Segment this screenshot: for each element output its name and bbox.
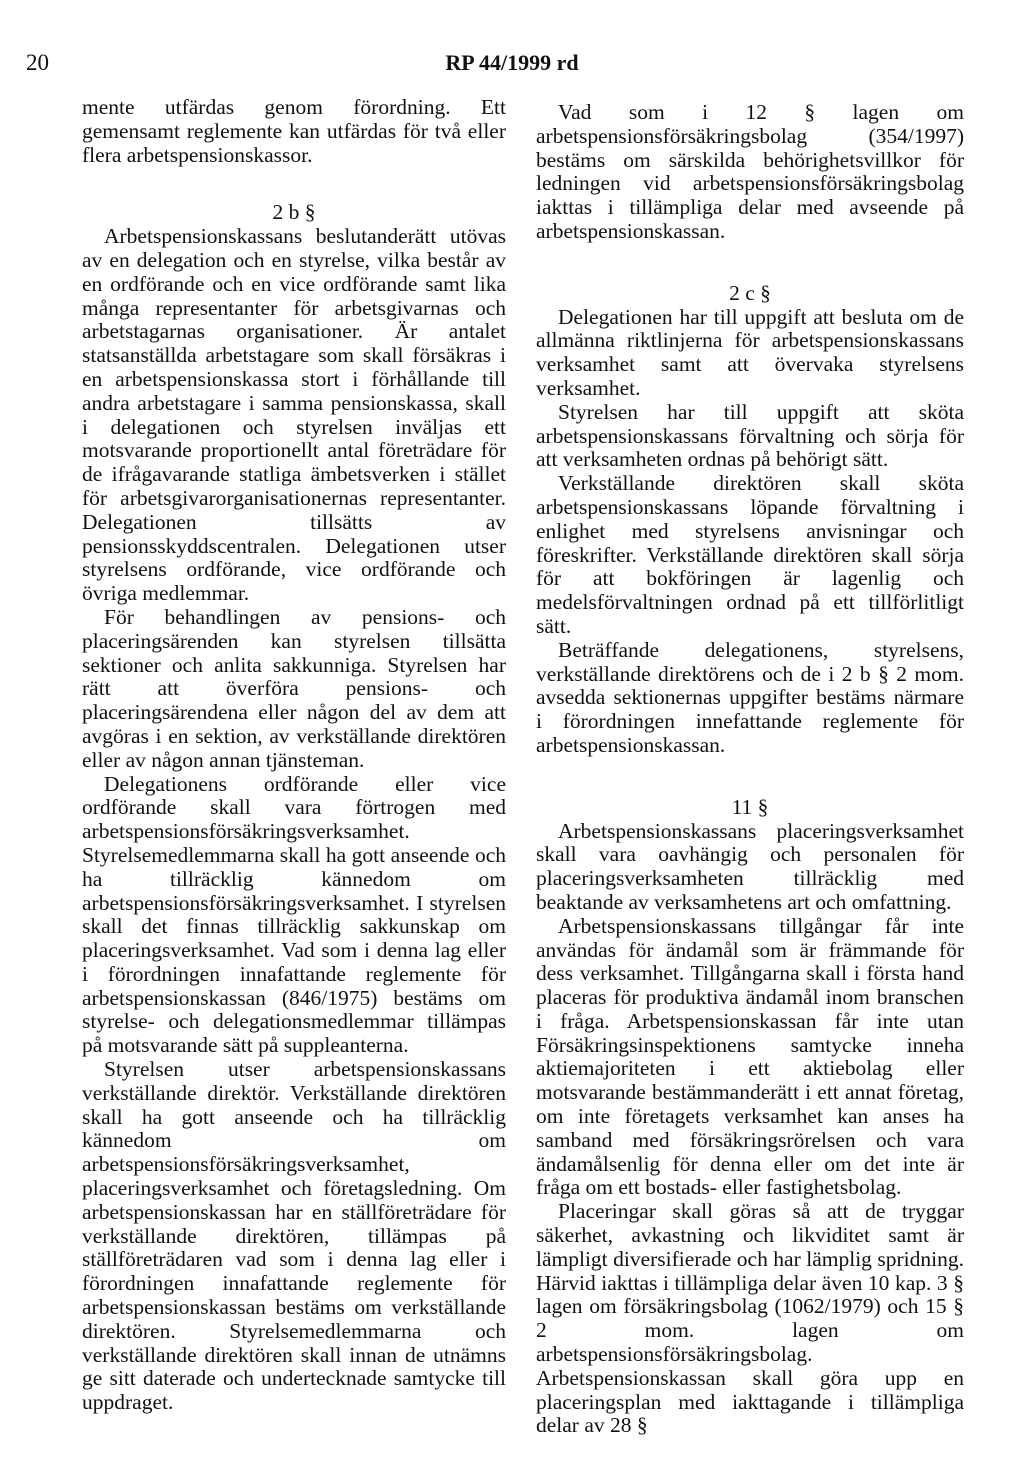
paragraph: Placeringar skall göras så att de tryggar säkerhet, avkastning och likviditet samt är lämpligt diversifierade och har lämplig spridning. Härvid iakttas i tillämpliga delar även 10 kap. 3 § lagen om försäkringsbolag (1062/1979) och 15 § 2 mom. lagen om arbetspensionsförsäkringsbolag. Arbetspensionskassan skall göra upp en placeringsplan med iakttagande i tillämpliga delar av 28 § bbox=[536, 1199, 964, 1438]
paragraph: Delegationen har till uppgift att besluta om de allmänna riktlinjerna för arbetspensionskassans verksamhet samt att övervaka styrelsens verksamhet. bbox=[536, 304, 964, 400]
paragraph: mente utfärdas genom förordning. Ett gemensamt reglemente kan utfärdas för två eller flera arbetspensionskassor. bbox=[82, 95, 506, 167]
section-heading-2c: 2 c § bbox=[729, 280, 771, 305]
running-head: RP 44/1999 rd bbox=[445, 50, 579, 75]
section-heading-11: 11 § bbox=[731, 794, 769, 819]
paragraph: Delegationens ordförande eller vice ordförande skall vara förtrogen med arbetspensionsförsäkringsverksamhet. Styrelsemedlemmarna skall ha gott anseende och ha tillräcklig kännedom om arbetspensionsförsäkringsverksamhet. I styrelsen skall det finnas tillräcklig sakkunskap om placeringsverksamhet. Vad som i denna lag eller i förordningen innafattande reglemente för arbetspensionskassan (846/1975) bestäms om styrelse- och delegationsmedlemmar tillämpas på motsvarande sätt på suppleanterna. bbox=[82, 771, 506, 1058]
paragraph: Arbetspensionskassans beslutanderätt utövas av en delegation och en styrelse, vilka består av en ordförande och en vice ordförande samt lika många representanter för arbetsgivarnas och arbetstagarnas organisationer. Är antalet statsanställda arbetstagare som skall försäkras i en arbetspensionskassa stort i förhållande till andra arbetstagare i samma pensionskassa, skall i delegationen och styrelsen inväljas ett motsvarande proportionellt antal företrädare för de ifrågavarande statliga ämbetsverken i stället för arbetsgivarorganisationernas representanter. Delegationen tillsätts av pensionsskyddscentralen. Delegationen utser styrelsens ordförande, vice ordförande och övriga medlemmar. bbox=[82, 224, 506, 606]
paragraph: Styrelsen utser arbetspensionskassans verkställande direktör. Verkställande direktören skall ha gott anseende och ha tillräcklig kännedom om arbetspensionsförsäkringsverksamhet, placeringsverksamhet och företagsledning. Om arbetspensionskassan har en ställföreträdare för verkställande direktören, tillämpas på ställföreträdaren vad som i denna lag eller i förordningen innafattande reglemente för arbetspensionskassan bestäms om verkställande direktören. Styrelsemedlemmarna och verkställande direktören skall innan de utnämns ge sitt daterade och undertecknade samtycke till uppdraget. bbox=[82, 1057, 506, 1415]
paragraph: Verkställande direktören skall sköta arbetspensionskassans löpande förvaltning i enlighet med styrelsens anvisningar och föreskrifter. Verkställande direktören skall sörja för att bokföringen är lagenlig och medelsförvaltningen ordnad på ett tillförlitligt sätt. bbox=[536, 471, 964, 638]
paragraph: Styrelsen har till uppgift att sköta arbetspensionskassans förvaltning och sörja för att verksamheten ordnas på behörigt sätt. bbox=[536, 399, 964, 472]
section-heading-2b: 2 b § bbox=[272, 200, 316, 225]
paragraph: Arbetspensionskassans tillgångar får inte användas för ändamål som är främmande för dess verksamhet. Tillgångarna skall i första hand placeras för produktiva ändamål inom branschen i fråga. Arbetspensionskassan får inte utan Försäkringsinspektionens samtycke inneha aktiemajoriteten i ett aktiebolag eller motsvarande bestämmanderätt i ett annat företag, om inte företagets verksamhet kan anses ha samband med försäkringsrörelsen och vara ändamålsenlig för denna eller om det inte är fråga om ett bostads- eller fastighetsbolag. bbox=[536, 913, 964, 1200]
paragraph: Arbetspensionskassans placeringsverksamhet skall vara oavhängig och personalen för placeringsverksamheten tillräcklig med beaktande av verksamhetens art och omfattning. bbox=[536, 818, 964, 914]
paragraph: Vad som i 12 § lagen om arbetspensionsförsäkringsbolag (354/1997) bestäms om särskilda behörighetsvillkor för ledningen vid arbetspensionsförsäkringsbolag iakttas i tillämpliga delar med avseende på arbetspensionskassan. bbox=[536, 100, 964, 243]
paragraph: För behandlingen av pensions- och placeringsärenden kan styrelsen tillsätta sektioner och anlita sakkunniga. Styrelsen har rätt att överföra pensions- och placeringsärendena eller någon del av dem att avgöras i en sektion, av verkställande direktören eller av någon annan tjänsteman. bbox=[82, 604, 506, 772]
left-column bbox=[82, 96, 506, 1415]
page-number: 20 bbox=[26, 50, 49, 75]
right-column bbox=[536, 101, 964, 1438]
paragraph: Beträffande delegationens, styrelsens, verkställande direktörens och de i 2 b § 2 mom. avsedda sektionernas uppgifter bestäms närmare i förordningen innefattande reglemente för arbetspensionskassan. bbox=[536, 637, 964, 757]
